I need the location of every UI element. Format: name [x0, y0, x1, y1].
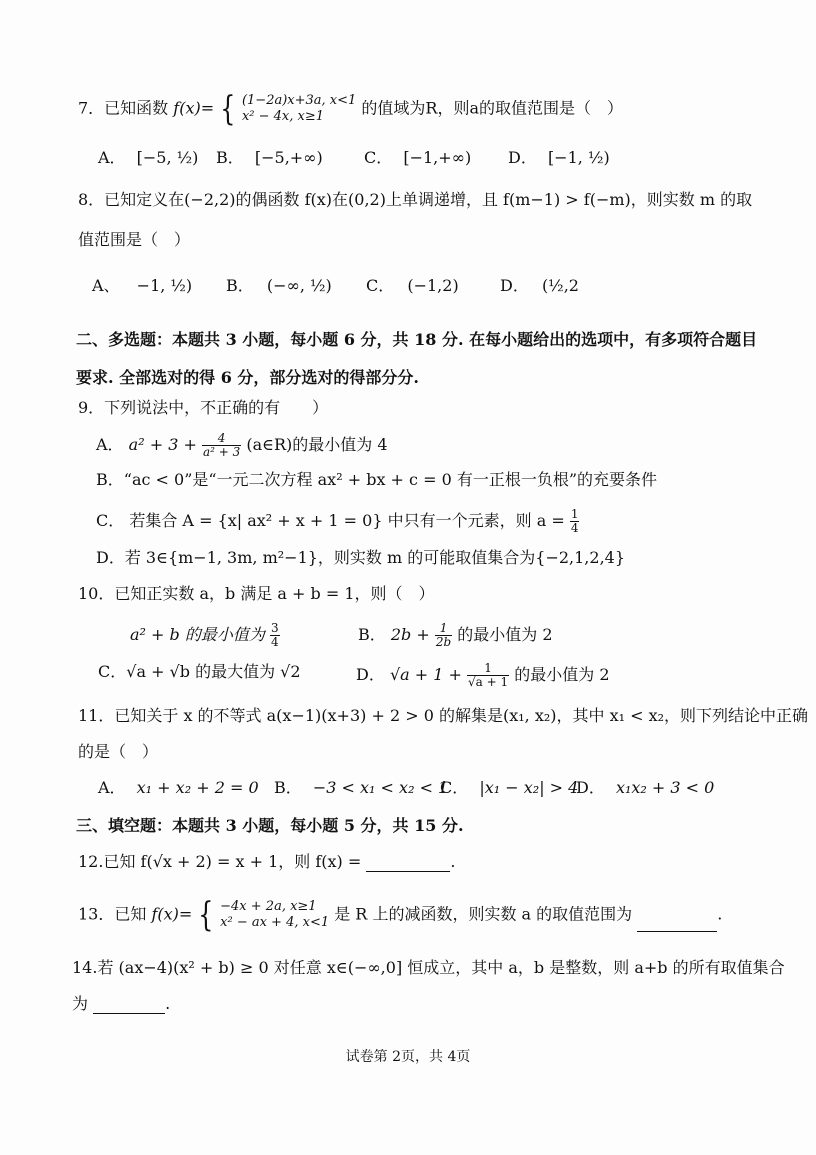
question-12: [78, 852, 455, 872]
q9-option-d: D．若 3∈{m−1, 3m, m²−1}，则实数 m 的可能取值集合为{−2,1,2,4}: [96, 548, 626, 567]
question-14-line-2: [72, 994, 170, 1014]
q13-piecewise: [220, 899, 329, 931]
q9-a-denominator: a² + 3: [202, 445, 241, 459]
q11-option-b: [274, 778, 448, 798]
q9-option-a-fraction: [202, 432, 241, 459]
q9-option-c-text: 若集合 A = {x| ax² + x + 1 = 0} 中只有一个元素，则 a =: [129, 511, 565, 530]
q13-case-2: x² − ax + 4, x<1: [220, 915, 330, 930]
q7-option-c-letter: C．: [364, 148, 393, 167]
q14-line-2-prefix: 为: [72, 994, 89, 1013]
q9-c-denominator: 4: [570, 521, 579, 535]
q10-option-d-letter: D．: [356, 665, 385, 684]
q10-d-denominator: √a + 1: [468, 675, 509, 689]
q10-option-b-letter: B．: [358, 625, 386, 644]
q7-case-2: x² − 4x, x≥1: [241, 109, 325, 124]
q10-option-b: [358, 622, 553, 649]
q12-answer-blank[interactable]: [366, 855, 450, 872]
section-2-heading-line-1: 二、多选题：本题共 3 小题，每小题 6 分，共 18 分. 在每小题给出的选项中，有多项符合题目: [76, 330, 758, 349]
q12-text: 12.已知 f(√x + 2) = x + 1，则 f(x) =: [78, 852, 362, 871]
question-13: [78, 895, 723, 935]
q11-option-a: [98, 778, 259, 798]
q11-option-c: [440, 778, 578, 798]
q13-prefix: 13．已知: [78, 904, 147, 924]
q13-answer-blank[interactable]: [637, 915, 717, 932]
q10-option-a-text: a² + b 的最小值为: [130, 625, 265, 644]
q13-case-1: −4x + 2a, x≥1: [220, 899, 317, 914]
q7-case-1: (1−2a)x+3a, x<1: [241, 93, 357, 108]
q11-option-d-letter: D．: [576, 778, 605, 797]
q11-option-b-letter: B．: [274, 778, 302, 797]
q7-stem-a: 7．已知函数: [78, 98, 169, 118]
q7-option-a: [98, 148, 198, 168]
q8-option-c: [366, 276, 459, 296]
question-10-stem: 10．已知正实数 a，b 满足 a + b = 1，则（ ）: [78, 584, 435, 603]
q10-option-a-fraction: [270, 622, 280, 649]
q7-option-d-letter: D．: [508, 148, 537, 167]
q8-option-b-letter: B．: [226, 276, 254, 295]
q10-option-a: [130, 622, 280, 649]
q13-brace: {: [198, 895, 214, 935]
q10-d-numerator: 1: [467, 662, 509, 676]
q11-option-b-text: −3 < x₁ < x₂ < 1: [312, 778, 449, 797]
q9-option-c: [96, 508, 579, 535]
q7-stem-b: 的值域为R，则a的取值范围是（ ）: [361, 98, 623, 118]
q10-option-d-fraction: [467, 662, 509, 689]
q10-a-denominator: 4: [270, 635, 279, 649]
q7-option-a-text: [−5, ½): [136, 148, 199, 167]
q7-option-d-text: [−1, ½): [547, 148, 610, 167]
q8-option-d-text: (½,2: [541, 276, 579, 295]
q11-option-a-text: x₁ + x₂ + 2 = 0: [136, 778, 259, 797]
q10-option-b-expr: 2b +: [390, 625, 430, 644]
q10-option-d: [356, 662, 610, 689]
q13-function-name: f(x)=: [151, 904, 193, 924]
question-8-line-1: 8．已知定义在(−2,2)的偶函数 f(x)在(0,2)上单调递增，且 f(m−1) > f(−m)，则实数 m 的取: [78, 190, 753, 209]
q13-end-mark: .: [717, 904, 723, 924]
section-3-heading: 三、填空题：本题共 3 小题，每小题 5 分，共 15 分.: [76, 816, 464, 835]
q7-option-b-letter: B．: [216, 148, 244, 167]
q14-answer-blank[interactable]: [93, 997, 165, 1014]
q8-option-c-letter: C．: [366, 276, 395, 295]
q10-option-c: C．√a + √b 的最大值为 √2: [98, 662, 301, 681]
question-14-line-1: 14.若 (ax−4)(x² + b) ≥ 0 对任意 x∈(−∞,0] 恒成立，其中 a，b 是整数，则 a+b 的所有取值集合: [72, 958, 785, 977]
q8-option-c-text: (−1,2): [407, 276, 459, 295]
q8-option-a-text: −1, ½): [136, 276, 193, 295]
section-2-heading-line-2: 要求. 全部选对的得 6 分，部分选对的得部分分.: [76, 368, 419, 387]
q9-a-numerator: 4: [202, 432, 241, 446]
question-9-stem: 9．下列说法中，不正确的有 ）: [78, 398, 329, 417]
q8-option-b: [226, 276, 332, 296]
q10-a-numerator: 3: [270, 621, 279, 635]
q10-option-d-tail: 的最小值为 2: [514, 665, 610, 684]
q9-option-b: B．“ac < 0”是“一元二次方程 ax² + bx + c = 0 有一正根一负根”的充要条件: [96, 470, 658, 489]
q7-option-c-text: [−1,+∞): [403, 148, 472, 167]
q8-option-d: [500, 276, 579, 296]
q7-function-name: f(x)=: [173, 98, 215, 118]
q10-option-d-expr: √a + 1 +: [389, 665, 462, 684]
q7-brace: {: [220, 89, 236, 129]
q11-option-c-letter: C．: [440, 778, 469, 797]
q10-b-denominator: 2b: [435, 635, 452, 649]
q9-option-a: [96, 432, 388, 459]
q12-end-mark: .: [450, 852, 456, 871]
question-7-stem: [78, 89, 623, 129]
page-footer: 试卷第 2页，共 4页: [345, 1049, 471, 1065]
question-8-line-2: 值范围是（ ）: [78, 230, 191, 249]
q11-option-d: [576, 778, 714, 798]
q10-option-b-tail: 的最小值为 2: [457, 625, 553, 644]
q10-b-numerator: 1: [435, 622, 452, 636]
q11-option-c-text: |x₁ − x₂| > 4: [479, 778, 579, 797]
q7-piecewise: [242, 93, 356, 125]
q11-option-d-text: x₁x₂ + 3 < 0: [615, 778, 715, 797]
q9-option-a-expr: a² + 3 +: [128, 435, 197, 454]
q7-option-b-text: [−5,+∞): [254, 148, 323, 167]
q13-suffix: 是 R 上的减函数，则实数 a 的取值范围为: [334, 904, 633, 924]
q9-option-c-letter: C．: [96, 511, 125, 530]
q7-option-b: [216, 148, 323, 168]
question-11-line-2: 的是（ ）: [78, 742, 159, 761]
q8-option-d-letter: D．: [500, 276, 529, 295]
q8-option-a: [92, 276, 192, 296]
q8-option-b-text: (−∞, ½): [266, 276, 332, 295]
q9-option-a-tail: (a∈R)的最小值为 4: [246, 435, 388, 454]
q7-option-c: [364, 148, 471, 168]
q9-option-c-fraction: [570, 508, 580, 535]
q9-c-numerator: 1: [570, 507, 579, 521]
q11-option-a-letter: A．: [98, 778, 126, 797]
q9-option-a-letter: A．: [96, 435, 124, 454]
q10-option-b-fraction: [435, 622, 452, 649]
q7-option-d: [508, 148, 610, 168]
q7-option-a-letter: A．: [98, 148, 126, 167]
q8-option-a-letter: A、: [92, 276, 120, 295]
question-11-line-1: 11．已知关于 x 的不等式 a(x−1)(x+3) + 2 > 0 的解集是(x₁, x₂)，其中 x₁ < x₂，则下列结论中正确: [78, 706, 809, 725]
q14-end-mark: .: [165, 994, 171, 1013]
